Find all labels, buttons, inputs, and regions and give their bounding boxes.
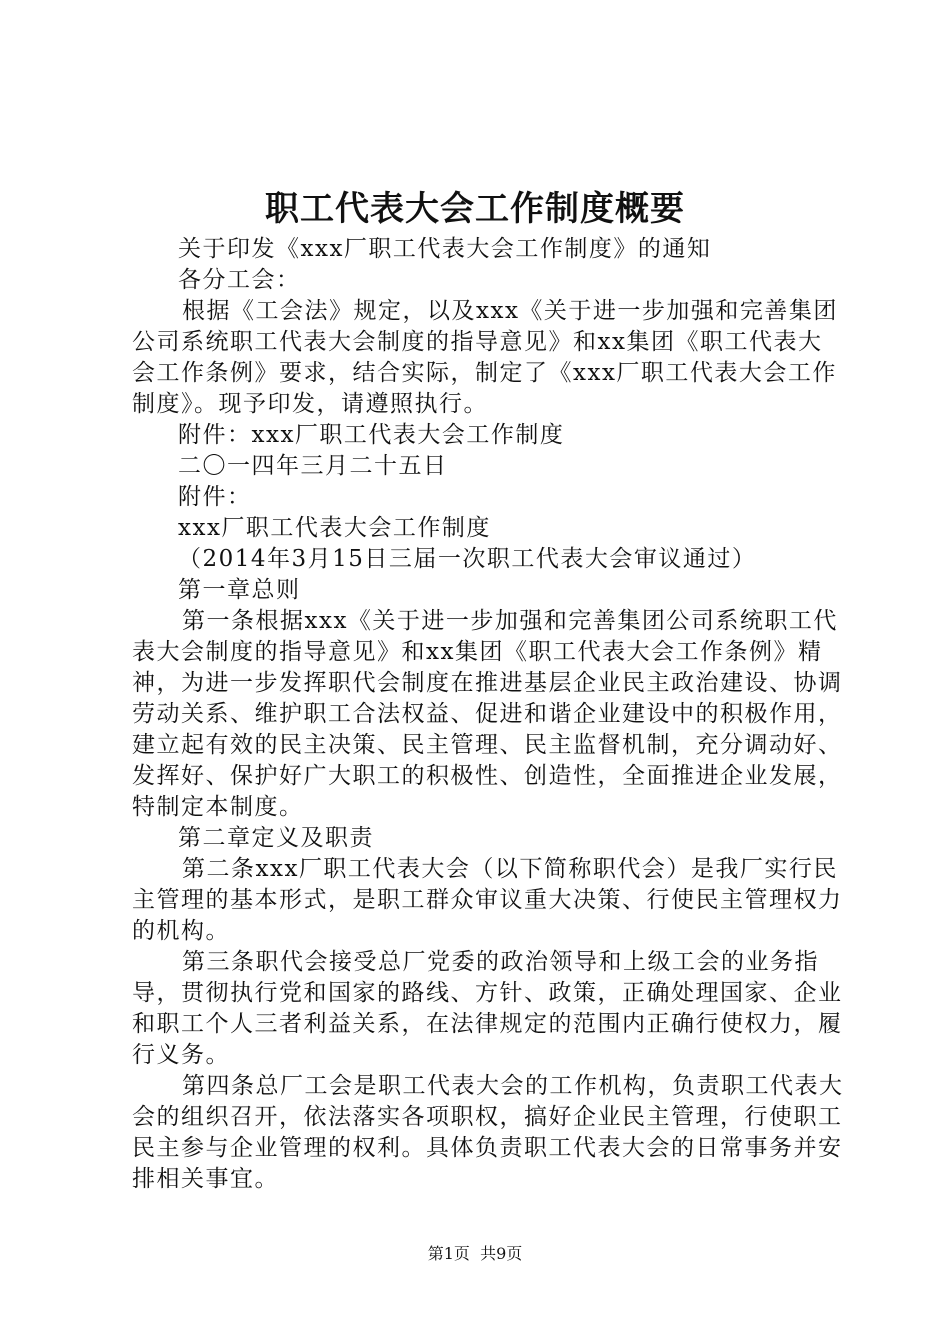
chapter-heading: 第一章总则 xyxy=(178,577,301,603)
attachment-label: 附件： xyxy=(178,484,252,510)
page-footer: 第1页 共9页 xyxy=(427,1244,523,1263)
page-title: 职工代表大会工作制度概要 xyxy=(265,189,685,229)
approval-note: （2014年3月15日三届一次职工代表大会审议通过） xyxy=(178,546,757,572)
article-paragraph: 第三条职代会接受总厂党委的政治领导和上级工会的业务指导，贯彻执行党和国家的路线、方针、政策，正确处理国家、企业和职工个人三者利益关系，在法律规定的范围内正确行使权力，履行义务。 xyxy=(132,949,843,1068)
salutation: 各分工会： xyxy=(178,267,301,293)
article-paragraph: 第一条根据xxx《关于进一步加强和完善集团公司系统职工代表大会制度的指导意见》和xx集团《职工代表大会工作条例》精神，为进一步发挥职代会制度在推进基层企业民主政治建设、协调劳动关系、维护职工合法权益、促进和谐企业建设中的积极作用，建立起有效的民主决策、民主管理、民主监督机制，充分调动好、发挥好、保护好广大职工的积极性、创造性，全面推进企业发展，特制定本制度。 xyxy=(132,608,843,820)
notice-date: 二〇一四年三月二十五日 xyxy=(178,453,448,479)
article-paragraph: 第四条总厂工会是职工代表大会的工作机构，负责职工代表大会的组织召开，依法落实各项职权，搞好企业民主管理，行使职工民主参与企业管理的权利。具体负责职工代表大会的日常事务并安排相关事宜。 xyxy=(132,1073,844,1192)
article-paragraph: 第二条xxx厂职工代表大会（以下简称职代会）是我厂实行民主管理的基本形式，是职工群众审议重大决策、行使民主管理权力的机构。 xyxy=(132,856,843,944)
attachment-title: xxx厂职工代表大会工作制度 xyxy=(178,515,491,541)
notice-paragraph: 根据《工会法》规定，以及xxx《关于进一步加强和完善集团公司系统职工代表大会制度的指导意见》和xx集团《职工代表大会工作条例》要求，结合实际，制定了《xxx厂职工代表大会工作制度》。现予印发，请遵照执行。 xyxy=(132,298,838,417)
chapter-heading: 第二章定义及职责 xyxy=(178,825,374,851)
notice-heading: 关于印发《xxx厂职工代表大会工作制度》的通知 xyxy=(178,236,712,262)
document-body xyxy=(132,234,844,1195)
attachment-reference: 附件：xxx厂职工代表大会工作制度 xyxy=(178,422,565,448)
